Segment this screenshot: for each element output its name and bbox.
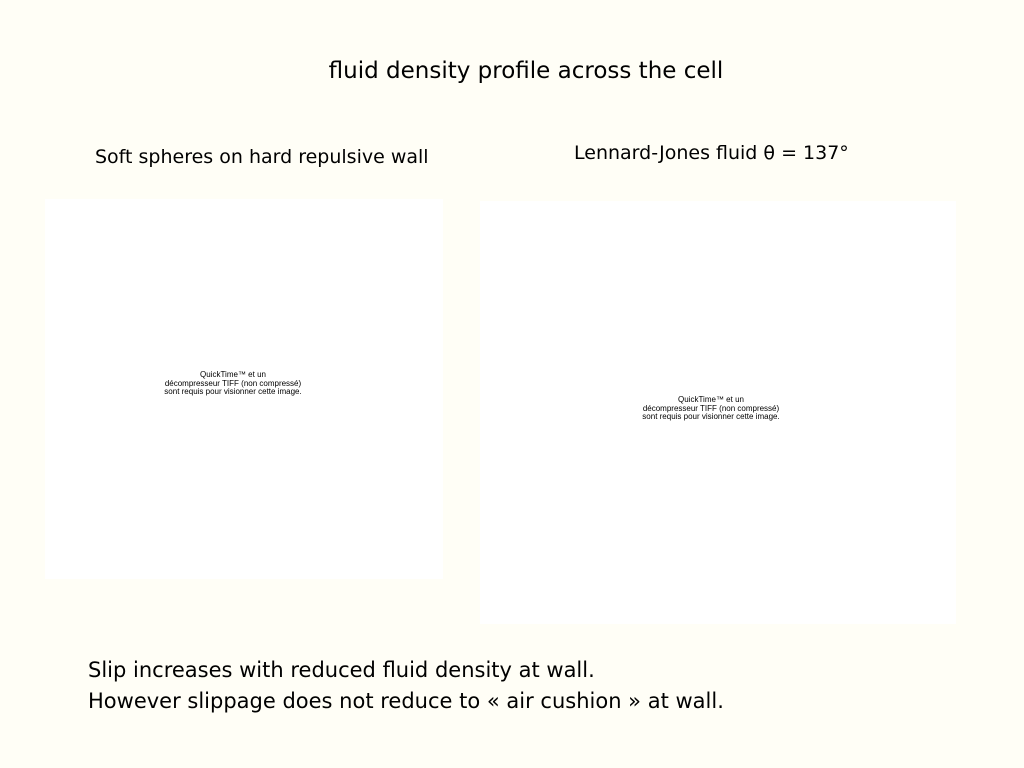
quicktime-message-line: sont requis pour visionner cette image. [642, 412, 780, 421]
left-image-placeholder [45, 199, 443, 579]
left-panel-title: Soft spheres on hard repulsive wall [95, 146, 429, 168]
notes [88, 655, 724, 717]
quicktime-message-line: décompresseur TIFF (non compressé) [642, 403, 780, 413]
quicktime-message-line: sont requis pour visionner cette image. [164, 387, 302, 396]
quicktime-message [23, 371, 443, 397]
quicktime-message-line: décompresseur TIFF (non compressé) [164, 378, 302, 388]
quicktime-message-line: QuickTime™ et un [678, 395, 744, 404]
note-line: However slippage does not reduce to « air cushion » at wall. [88, 689, 724, 713]
right-panel-title: Lennard-Jones fluid θ = 137° [574, 142, 849, 164]
note-line: Slip increases with reduced fluid density at wall. [88, 658, 595, 682]
slide-title: fluid density profile across the cell [328, 58, 724, 84]
quicktime-message [466, 396, 956, 422]
quicktime-message-line: QuickTime™ et un [200, 370, 266, 379]
right-image-placeholder [480, 201, 956, 624]
